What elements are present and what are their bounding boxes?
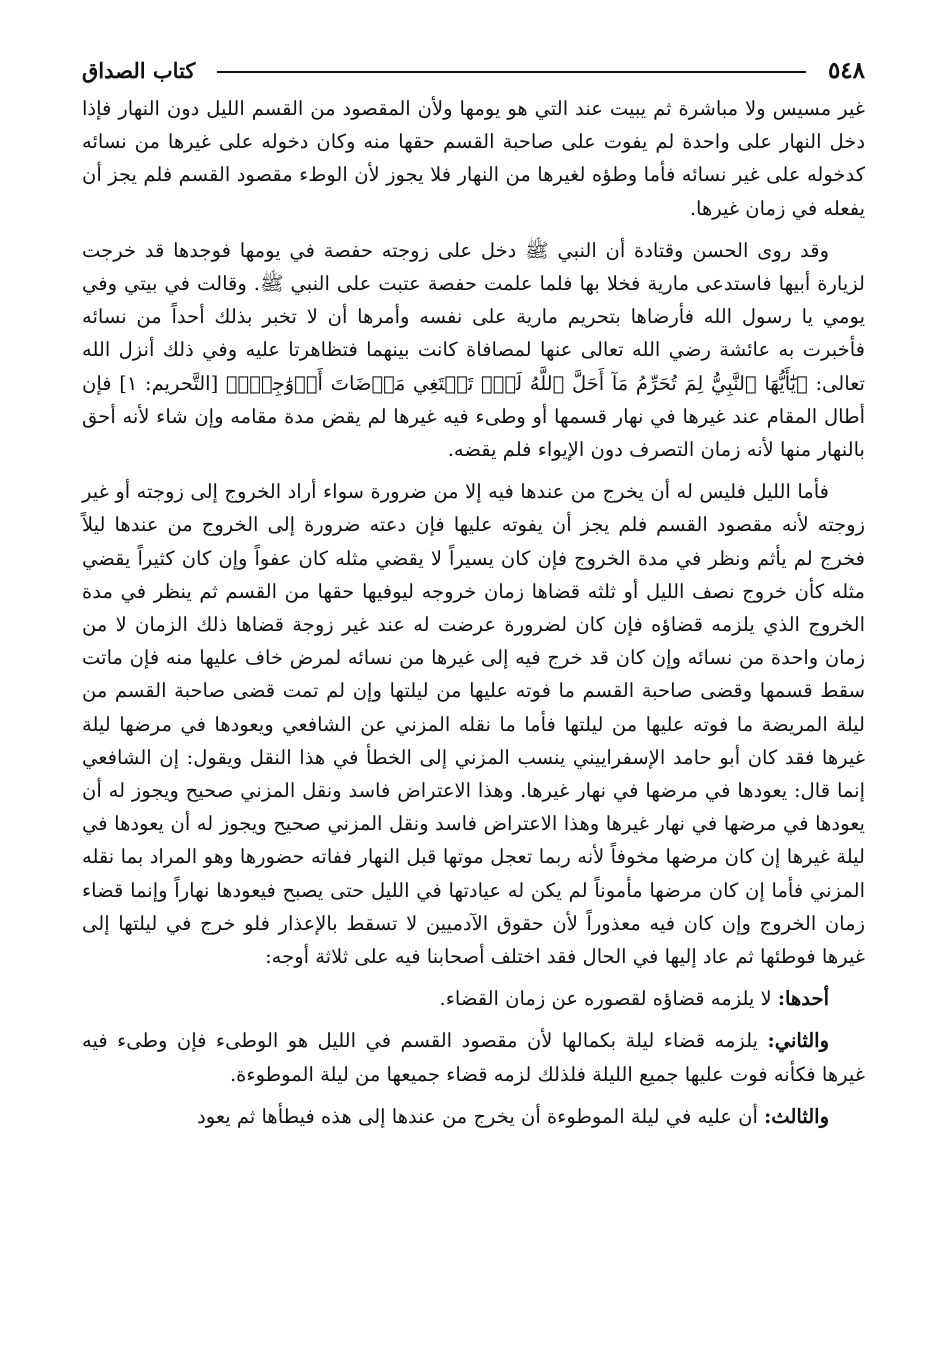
opinion-third bbox=[82, 1100, 865, 1133]
paragraph-2-text-b: [التَّحريم: ١] فإن أطال المقام عند غيرها في نهار قسمها أو وطىء فيه غيرها لم يقض مدة مقامه وإن شاء لأنه أحق بالنهار منها لأنه زمان التصرف دون الإيواء فلم يقضه. bbox=[82, 371, 865, 462]
opinion-second bbox=[82, 1024, 865, 1090]
quran-verse: ﴿يَٰٓأَيُّهَا ٱلنَّبِيُّ لِمَ تُحَرِّمُ مَآ أَحَلَّ ٱللَّهُ لَكَۖ تَبۡتَغِي مَرۡضَاتَ أَزۡوَٰجِكَۚ﴾ bbox=[225, 371, 808, 395]
opinion-second-text: يلزمه قضاء ليلة بكمالها لأن مقصود القسم في الليل هو الوطىء فإن وطىء فيه غيرها فكأنه فوت عليها جميع الليلة فلذلك لزمه قضاء جميعها من ليلة الموطوءة. bbox=[82, 1029, 865, 1086]
opinion-third-label: والثالث: bbox=[764, 1104, 829, 1128]
opinion-first bbox=[82, 982, 865, 1015]
paragraph-3-text: فأما الليل فليس له أن يخرج من عندها فيه إلا من ضرورة سواء أراد الخروج إلى زوجته أو غير زوجته لأنه مقصود القسم فلم يجز أن يفوته عليها فإن دعته ضرورة إلى الخروج من عندها ليلاً فخرج لم يأثم ونظر في مدة الخروج فإن كان يسيراً لا يقضي مثله كان عفواً وإن كان كثيراً يقضي مثله كأن خروج نصف الليل أو ثلثه قضاها زمان خروجه ليوفيها حقها من القسم ثم ينظر في مدة الخروج الذي يلزمه قضاؤه فإن كان لضرورة عرضت له عند غير زوجة قضاها ذلك الزمان لا من زمان واحدة من نسائه وإن كان قد خرج فيه إلى غيرها من نسائه لمرض خاف عليها منه فإن ماتت سقط قسمها وقضى صاحبة القسم ما فوته عليها من ليلتها وإن لم تمت قضى صاحبة القسم من ليلة المريضة ما فوته عليها من ليلتها فأما ما نقله المزني عن الشافعي ويعودها في مرضها ليلة غيرها فقد كان أبو حامد الإسفراييني ينسب المزني إلى الخطأ في هذا النقل ويقول: إن الشافعي إنما قال: يعودها في مرضها في نهار غيرها. وهذا الاعتراض فاسد ونقل المزني صحيح ويجوز له أن يعودها في مرضها في نهار غيرها وهذا الاعتراض فاسد ونقل المزني صحيح ويجوز له أن يعودها في ليلة غيرها إن كان مرضها مخوفاً لأنه ربما تعجل موتها قبل النهار ففاته حضورها وهو المراد بما نقله المزني فأما إن كان مرضها مأموناً لم يكن له عيادتها في الليل حتى يصبح فيعودها نهاراً وإنما قضاء زمان الخروج وإن كان فيه معذوراً لأن حقوق الآدميين لا تسقط بالإعذار فلو خرج في ليلتها إلى غيرها فوطئها ثم عاد إليها في الحال فقد اختلف أصحابنا فيه على ثلاثة أوجه: bbox=[82, 480, 866, 969]
book-title: كتاب الصداق bbox=[82, 57, 196, 83]
header-rule bbox=[217, 71, 806, 73]
opinion-second-label: والثاني: bbox=[767, 1029, 829, 1053]
body-text bbox=[82, 92, 865, 1133]
paragraph-1-text: غير مسيس ولا مباشرة ثم يبيت عند التي هو يومها ولأن المقصود من القسم الليل دون النهار فإذا دخل النهار على واحدة لم يفوت على صاحبة القسم حقها منه وكان دخوله على غيرها من نسائه كدخوله على غير نسائه فأما وطؤه لغيرها من النهار فلا يجوز لأن الوطء مقصود القسم فلم يجز أن يفعله في زمان غيرها. bbox=[82, 97, 865, 220]
paragraph-1 bbox=[82, 92, 865, 225]
paragraph-3 bbox=[82, 475, 865, 973]
running-header bbox=[82, 52, 865, 88]
opinion-first-text: لا يلزمه قضاؤه لقصوره عن زمان القضاء. bbox=[439, 987, 778, 1011]
page-number: ٥٤٨ bbox=[827, 56, 865, 84]
opinion-third-text: أن عليه في ليلة الموطوءة أن يخرج من عندها إلى هذه فيطأها ثم يعود bbox=[197, 1104, 765, 1128]
opinion-first-label: أحدها: bbox=[777, 987, 829, 1011]
paragraph-2-text-a: وقد روى الحسن وقتادة أن النبي ﷺ دخل على زوجته حفصة في يومها فوجدها قد خرجت لزيارة أبيها فاستدعى مارية فخلا بها فلما علمت حفصة عتبت على النبي ﷺ. وقالت في بيتي وفي يومي يا رسول الله فأرضاها بتحريم مارية على نفسه وأمرها أن لا تخبر بذلك أحداً من نسائه فأخبرت به عائشة رضي الله تعالى عنها لمصافاة كانت بينهما فتظاهرتا عليه وفي ذلك أنزل الله تعالى: bbox=[82, 238, 865, 395]
paragraph-2 bbox=[82, 234, 865, 466]
